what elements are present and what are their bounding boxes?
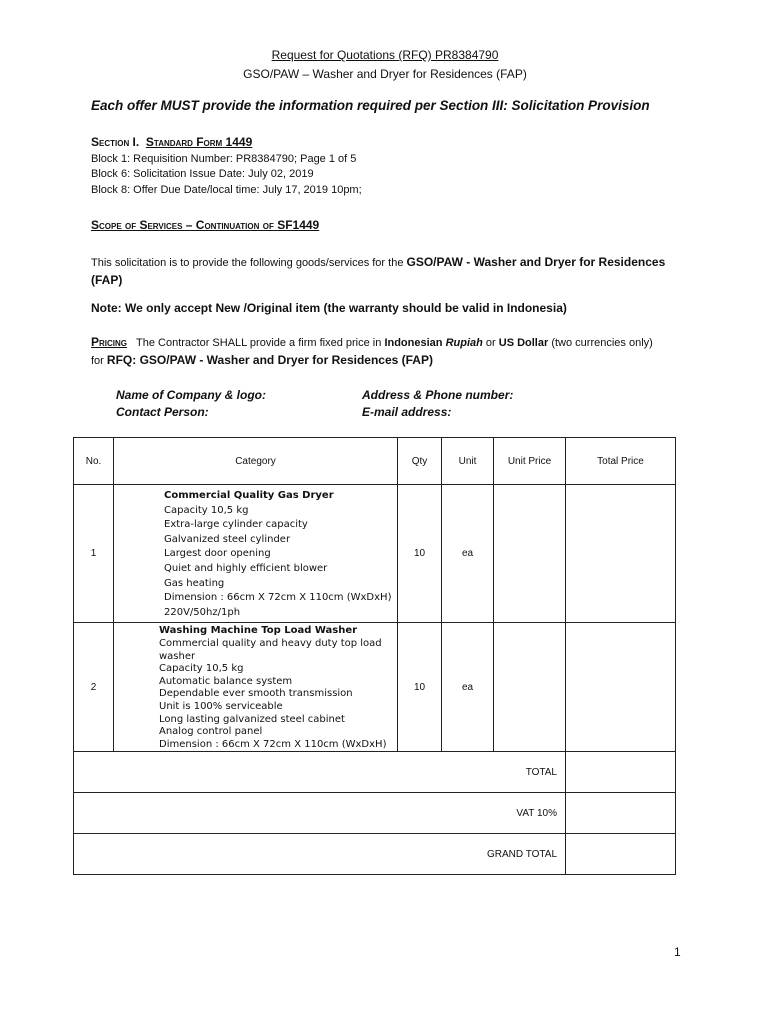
header-qty: Qty [398,438,442,485]
email-address-label: E-mail address: [362,405,452,419]
section-1-title: Standard Form [145,135,223,149]
pricing-for: for [91,355,104,367]
header-total-price: Total Price [566,438,676,485]
quotation-table [73,437,676,875]
scope-intro [91,254,691,290]
pricing-paragraph [91,334,691,370]
row-1-qty: 10 [398,485,442,623]
table-row [74,623,676,752]
block-6-line: Block 6: Solicitation Issue Date: July 02, 2019 [91,168,314,180]
row-2-spec: Capacity 10,5 kg [159,663,244,675]
pricing-label: Pricing [91,335,128,349]
row-1-category [114,485,398,623]
company-name-label: Name of Company & logo: [116,388,267,402]
row-1-spec: Capacity 10,5 kg [164,504,249,516]
page-number: 1 [674,945,681,959]
row-2-spec: Unit is 100% serviceable [159,700,283,712]
row-1-spec: Quiet and highly efficient blower [164,562,328,574]
row-2-spec: Automatic balance system [159,675,293,687]
scope-heading-form: SF1449 [277,218,320,232]
row-2-spec: Commercial quality and heavy duty top load washer [159,637,382,662]
section-1-prefix: Section I. [91,135,140,149]
pricing-or: or [485,337,496,349]
offer-requirement-note: Each offer MUST provide the information required per Section III: Solicitation Provision [91,98,650,113]
currency-rupiah: Rupiah [445,337,483,349]
pricing-rfq: RFQ: GSO/PAW - Washer and Dryer for Residences (FAP) [106,353,433,367]
row-1-spec: Dimension : 66cm X 72cm X 110cm (WxDxH) [164,592,392,604]
section-1-heading [91,135,252,149]
contact-person-label: Contact Person: [116,405,209,419]
header-category: Category [114,438,398,485]
row-1-spec: Largest door opening [164,548,271,560]
row-2-spec: Dimension : 66cm X 72cm X 110cm (WxDxH) [159,738,387,750]
row-1-title: Commercial Quality Gas Dryer [164,490,334,501]
address-phone-label: Address & Phone number: [362,388,514,402]
row-2-total-price-cell[interactable] [566,623,676,752]
row-1-spec: Gas heating [164,577,225,589]
row-1-total-price-cell[interactable] [566,485,676,623]
row-2-spec: Long lasting galvanized steel cabinet [159,713,345,725]
rfq-title: Request for Quotations (RFQ) PR8384790 [271,48,499,62]
scope-heading-text: Scope of Services – Continuation of [91,218,274,232]
row-2-unit: ea [442,623,494,752]
row-2-no: 2 [74,623,114,752]
pricing-text: The Contractor SHALL provide a firm fixed price in [136,337,382,349]
scope-heading [91,218,319,232]
row-1-spec: Extra-large cylinder capacity [164,519,308,531]
grand-total-label: GRAND TOTAL [74,834,566,875]
row-2-qty: 10 [398,623,442,752]
grand-total-row [74,834,676,875]
row-2-spec: Dependable ever smooth transmission [159,688,353,700]
currency-indonesian: Indonesian [384,337,443,349]
row-1-unit: ea [442,485,494,623]
row-2-title: Washing Machine Top Load Washer [159,625,358,637]
scope-intro-text: This solicitation is to provide the following goods/services for the [91,257,404,269]
vat-label: VAT 10% [74,793,566,834]
pricing-paren: (two currencies only) [551,337,653,349]
header-unit: Unit [442,438,494,485]
header-no: No. [74,438,114,485]
scope-intro-item: GSO/PAW - Washer and Dryer for Residences (FAP) [91,255,666,287]
row-2-unit-price-cell[interactable] [494,623,566,752]
header-unit-price: Unit Price [494,438,566,485]
rfq-subtitle: GSO/PAW – Washer and Dryer for Residences (FAP) [243,67,527,81]
row-2-spec: Analog control panel [159,726,263,738]
grand-total-value-cell[interactable] [566,834,676,875]
row-1-no: 1 [74,485,114,623]
row-2-category [114,623,398,752]
row-1-spec: Galvanized steel cylinder [164,533,291,545]
row-1-unit-price-cell[interactable] [494,485,566,623]
original-item-note: Note: We only accept New /Original item (the warranty should be valid in Indonesia) [91,301,567,315]
total-row [74,752,676,793]
block-8-line: Block 8: Offer Due Date/local time: July 17, 2019 10pm; [91,184,362,196]
block-1-line: Block 1: Requisition Number: PR8384790; Page 1 of 5 [91,153,357,165]
vat-row [74,793,676,834]
total-label: TOTAL [74,752,566,793]
currency-usd: US Dollar [498,337,549,349]
section-1-form-number: 1449 [225,135,253,149]
total-value-cell[interactable] [566,752,676,793]
row-1-spec: 220V/50hz/1ph [164,606,241,618]
vat-value-cell[interactable] [566,793,676,834]
table-header-row [74,438,676,485]
table-row [74,485,676,623]
